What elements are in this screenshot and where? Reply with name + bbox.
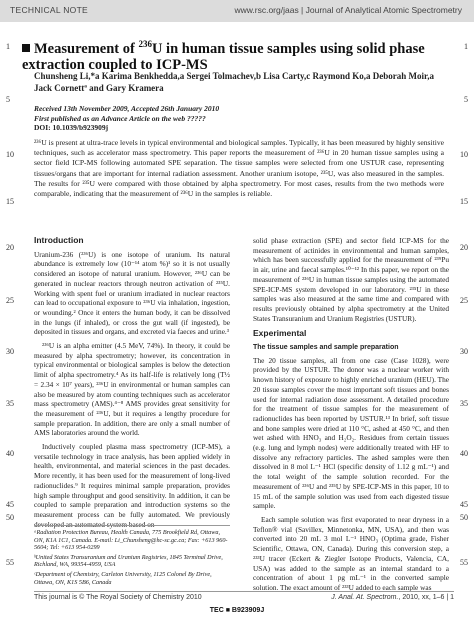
right-column (253, 236, 449, 597)
line-number: 30 (6, 347, 14, 356)
line-number: 1 (464, 42, 468, 51)
footer-divider (34, 591, 454, 592)
line-number: 35 (460, 399, 468, 408)
line-number: 25 (6, 296, 14, 305)
doi-link[interactable]: DOI: 10.1039/b923909j (34, 123, 109, 132)
line-number: 35 (6, 399, 14, 408)
line-number: 20 (460, 243, 468, 252)
paragraph: The 20 tissue samples, all from one case (Case 1028), were provided by the USTUR. The donor was a nuclear worker with known history of exposure to highly enriched uranium (HEU). The 20 tissue samples cover the most important soft tissues and bones used for internal radiation dose assessment. A detailed procedure for the treatment of tissue samples for the measurement of radionuclides has been reported by USTUR.¹³ In brief, soft tissue and bone samples were dried at 110 °C, ashed at 450 °C, and then wet ashed with HNO₃ and H₂O₂. Residues from certain tissues (e.g. lung and lymph nodes) were additionally treated with HF to dissolve any refractory particles. The ashed samples were then dissolved in 8 mol L⁻¹ HCl (specific density of 1.12 g mL⁻¹) and the total weight of the sample solution recorded. For the measurement of ²³⁶U and ²³⁵U by SPE-ICP-MS in this paper, 10 to 15 mL of the sample solution was used from each digested tissue sample. (253, 355, 449, 511)
section-heading-introduction: Introduction (34, 235, 84, 245)
article-title: Measurement of $^{236}$U in human tissue samples using solid phase extraction coupled to ICP-MS (22, 39, 425, 73)
line-number: 40 (6, 449, 14, 458)
line-number: 30 (460, 347, 468, 356)
paragraph: Uranium-236 (²³⁶U) is one isotope of uranium. Its natural abundance is extremely low (10⁻¹⁴ atom %)¹ so it is not usually considered an isotope of natural uranium. However, ²³⁶U can be generated in nuclear reactors through neutron activation of ²³⁵U. Working with spent fuel or uranium irradiated in nuclear reactors can lead to occupational exposure to ²³⁶U via inhalation, ingestion, or wounding.² Once it enters the human body, it can be dissolved in the lungs (if inhaled), or cross the gut wall (if ingested), be deposited in tissues and organs, and excreted via faeces and urine.³ (34, 249, 230, 337)
line-number: 10 (460, 150, 468, 159)
section-heading-experimental: Experimental (253, 328, 307, 339)
left-column (34, 236, 230, 533)
manuscript-code: TEC ■ B923909J (209, 607, 265, 614)
line-number: 5 (6, 95, 10, 104)
paragraph: ²³⁶U is an alpha emitter (4.5 MeV, 74%). In theory, it could be measured by alpha spectrometry; however, its concentration in typical environmental or biological samples is below the detection limit of alpha spectrometry.⁴ As its half-life is relatively long (T½ = 2.34 × 10⁷ years), ²³⁶U in environmental or human samples can also be measured by atom counting techniques such as accelerator mass spectrometry (AMS).⁴⁻⁸ AMS provides great sensitivity for the measurement of ²³⁶U, but it requires a lengthy procedure for sample preparation. In addition, there are only a small number of AMS laboratories around the world. (34, 341, 230, 438)
affiliation-item: ᵇUnited States Transuranium and Uranium Registries, 1845 Terminal Drive, Richland, WA, 99354-4959, USA (34, 553, 223, 569)
abstract: ²³⁶U is present at ultra-trace levels in typical environmental and biological samples. Typically, it has been measured by highly sensitive techniques, such as accelerator mass spectrometry. This paper reports the measurement of ²³⁶U in 20 human tissue samples using a sector field ICP-MS following automated SPE separation. The tissue samples were selected from one USTUR case, representing tissues/organs that are important for internal radiation assessment. Another uranium isotope, ²³⁵U, was also measured in the samples. The results for ²³⁵U were compared with those obtained by alpha spectrometry. For most cases, results from the two methods were comparable, indicating that the measurement of ²³⁶U in the samples is reliable. (34, 138, 444, 199)
line-number: 50 (460, 513, 468, 522)
line-number: 55 (460, 558, 468, 567)
paragraph: Inductively coupled plasma mass spectrometry (ICP-MS), a versatile technology in trace analysis, has been applied widely in health, environmental, and material sciences in the past decades. More recently, it has been used for the measurement of long-lived radionuclides.⁹ It requires minimal sample preparation, provides high sample throughput and good sensitivity. In addition, it can be coupled to sample preparation and introduction systems so the measurement process can be fully automated. We previously developed an automated system based on (34, 442, 230, 529)
line-number: 15 (460, 197, 468, 206)
affiliation-item: ᶜDepartment of Chemistry, Carleton University, 1125 Colonel By Drive, Ottawa, ON, K1S 5B6, Canada (34, 570, 212, 586)
line-number: 20 (6, 243, 14, 252)
line-number: 50 (6, 513, 14, 522)
line-number: 55 (6, 558, 14, 567)
line-number: 1 (6, 42, 10, 51)
copyright-footer: This journal is © The Royal Society of Chemistry 2010 (34, 594, 202, 601)
line-number: 45 (460, 500, 468, 509)
first-published: First published as an Advance Article on the web ????? (34, 113, 206, 123)
author-list: Chunsheng Li,*a Karima Benkhedda,a Sergei Tolmachev,b Lisa Carty,c Raymond Ko,a Deborah Moir,a Jack Cornettª and Gary Kramera (34, 71, 434, 93)
paragraph: Each sample solution was first evaporated to near dryness in a Teflon® vial (Savillex, Minnetonka, MN, USA), and then was converted into 20 mL 3 mol L⁻¹ HNO₃ (Optima grade, Fisher Scientific, Ottawa, ON, Canada). During this conversion step, a ²³³U tracer (Eckert & Ziegler Isotope Products, Valencia, CA, USA) was added to the sample as an internal standard to a concentration of about 1 pg mL⁻¹ in the converted sample solution. The exact amount of ²³³U added to each sample was (253, 514, 449, 592)
citation-footer: J. Anal. At. Spectrom., 2010, xx, 1–6 | 1 (331, 594, 454, 601)
line-number: 10 (6, 150, 14, 159)
title-bullet-icon (22, 44, 30, 52)
line-number: 25 (460, 296, 468, 305)
line-number: 15 (6, 197, 14, 206)
line-number: 40 (460, 449, 468, 458)
line-number: 45 (6, 500, 14, 509)
line-number: 5 (464, 95, 468, 104)
affiliation-item: ᵃRadiation Protection Bureau, Health Canada, 775 Brookfield Rd, Ottawa, ON, K1A 1C1, Canada. E-mail: Li_Chunsheng@hc-sc.gc.ca; Fax: +613 960-5604; Tel: +613 954-0299 (34, 529, 228, 552)
journal-header: www.rsc.org/jaas | Journal of Analytical Atomic Spectrometry (234, 5, 462, 15)
article-history (34, 104, 444, 133)
paragraph: solid phase extraction (SPE) and sector field ICP-MS for the measurement of actinides in environmental and human samples, which has been successfully applied for the measurement of ²³⁹Pu in air, urine and faecal samples.¹⁰⁻¹² In this paper, we report on the measurement of ²³⁶U in human tissue samples using the automated SPE-ICP-MS system developed in our laboratory. ²³⁵U in these samples was also measured at the same time and compared with results previously obtained by alpha spectrometry at the United States Transuranium and Uranium Registries (USTUR). (253, 236, 449, 323)
received-date: Received 13th November 2009, Accepted 26th January 2010 (34, 104, 220, 113)
affiliations (34, 525, 230, 588)
subsection-heading: The tissue samples and sample preparation (253, 344, 399, 352)
article-type-label: TECHNICAL NOTE (10, 5, 89, 15)
